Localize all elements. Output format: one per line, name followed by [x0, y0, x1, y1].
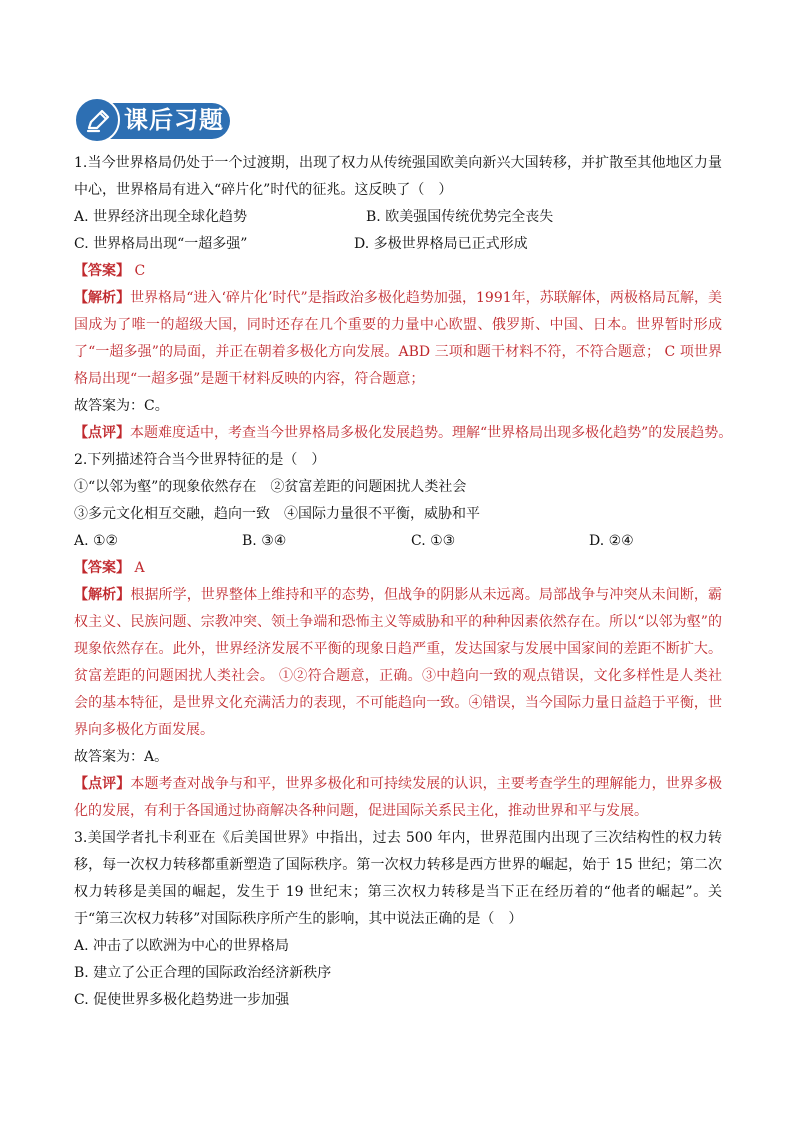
- q1-answer-value: C: [130, 263, 146, 279]
- q2-options: [74, 528, 722, 555]
- badge-circle: [74, 97, 120, 143]
- exercise-content: [74, 150, 733, 1014]
- q2-answer-label: 【答案】: [74, 560, 130, 576]
- q3-option-b: B. 建立了公正合理的国际政治经济新秩序: [74, 965, 332, 981]
- section-badge: [74, 97, 230, 143]
- q2-conclusion: 故答案为：A。: [74, 749, 169, 765]
- q2-option-a: A. ①②: [74, 533, 119, 549]
- q2-statement-1: ①“以邻为壑”的现象依然存在 ②贫富差距的问题困扰人类社会: [74, 479, 467, 495]
- q2-analysis: [74, 582, 722, 744]
- pencil-icon: [85, 108, 111, 134]
- q1-stem: 1.当今世界格局仍处于一个过渡期，出现了权力从传统强国欧美向新兴大国转移，并扩散至其他地区力量中心，世界格局有进入“碎片化”时代的征兆。这反映了（ ）: [74, 155, 722, 198]
- section-title: 课后习题: [124, 106, 224, 134]
- q3-stem: 3.美国学者扎卡利亚在《后美国世界》中指出，过去 500 年内，世界范围内出现了三次结构性的权力转移，每一次权力转移都重新塑造了国际秩序。第一次权力转移是西方世界的崛起，始于 15 世纪；第二次权力转移是美国的崛起，发生于 19 世纪末；第三次权力转移是当下正在经历着的“他者的崛起”。关于“第三次权力转移”对国际秩序所产生的影响，其中说法正确的是（ ）: [74, 830, 722, 927]
- q1-options-row2: [74, 231, 722, 258]
- q2-statement-2: ③多元文化相互交融，趋向一致 ④国际力量很不平衡，威胁和平: [74, 506, 480, 522]
- q1-conclusion: 故答案为：C。: [74, 398, 169, 414]
- q2-answer: [74, 555, 722, 582]
- q1-analysis-text: 世界格局“进入‘碎片化’时代”是指政治多极化趋势加强，1991年，苏联解体，两极格局瓦解，美国成为了唯一的超级大国，同时还存在几个重要的力量中心欧盟、俄罗斯、中国、日本。世界暂时形成了“一超多强”的局面，并正在朝着多极化方向发展。ABD 三项和题干材料不符，不符合题意； C 项世界格局出现“一超多强”是题干材料反映的内容，符合题意；: [74, 290, 723, 387]
- q1-review: [74, 420, 733, 447]
- q2-option-d: D. ②④: [589, 533, 634, 549]
- q3-option-a: A. 冲击了以欧洲为中心的世界格局: [74, 938, 290, 954]
- q1-options-row1: [74, 204, 722, 231]
- q1-answer: [74, 258, 722, 285]
- q3-option-c: C. 促使世界多极化趋势进一步加强: [74, 992, 290, 1008]
- q2-analysis-text: 根据所学，世界整体上维持和平的态势，但战争的阴影从未远离。局部战争与冲突从未间断，霸权主义、民族问题、宗教冲突、领土争端和恐怖主义等威胁和平的种种因素依然存在。所以“以邻为壑”的现象依然存在。此外，世界经济发展不平衡的现象日趋严重，发达国家与发展中国家间的差距不断扩大。贫富差距的问题困扰人类社会。 ①②符合题意，正确。③中趋向一致的观点错误，文化多样性是人类社会的基本特征，是世界文化充满活力的表现，不可能趋向一致。④错误，当今国际力量日益趋于平衡，世界向多极化方面发展。: [74, 587, 723, 738]
- q2-review-text: 本题考查对战争与和平，世界多极化和可持续发展的认识，主要考查学生的理解能力，世界多极化的发展，有利于各国通过协商解决各种问题，促进国际关系民主化，推动世界和平与发展。: [74, 776, 723, 819]
- q1-answer-label: 【答案】: [74, 263, 130, 279]
- q1-option-b: B. 欧美强国传统优势完全丧失: [366, 209, 554, 225]
- q1-option-a: A. 世界经济出现全球化趋势: [74, 209, 248, 225]
- q2-review-label: 【点评】: [74, 776, 131, 792]
- q2-analysis-label: 【解析】: [74, 587, 131, 603]
- q1-review-label: 【点评】: [74, 425, 130, 441]
- q2-option-c: C. ①③: [411, 533, 456, 549]
- q1-option-c: C. 世界格局出现“一超多强”: [74, 236, 248, 252]
- q1-option-d: D. 多极世界格局已正式形成: [354, 236, 528, 252]
- q2-option-b: B. ③④: [242, 533, 287, 549]
- q1-analysis-label: 【解析】: [74, 290, 131, 306]
- q2-review: [74, 771, 722, 825]
- q1-analysis: [74, 285, 722, 393]
- q1-review-text: 本题难度适中，考查当今世界格局多极化发展趋势。理解“世界格局出现多极化趋势”的发展趋势。: [130, 425, 733, 441]
- q2-answer-value: A: [130, 560, 145, 576]
- q2-stem: 2.下列描述符合当今世界特征的是（ ）: [74, 452, 326, 468]
